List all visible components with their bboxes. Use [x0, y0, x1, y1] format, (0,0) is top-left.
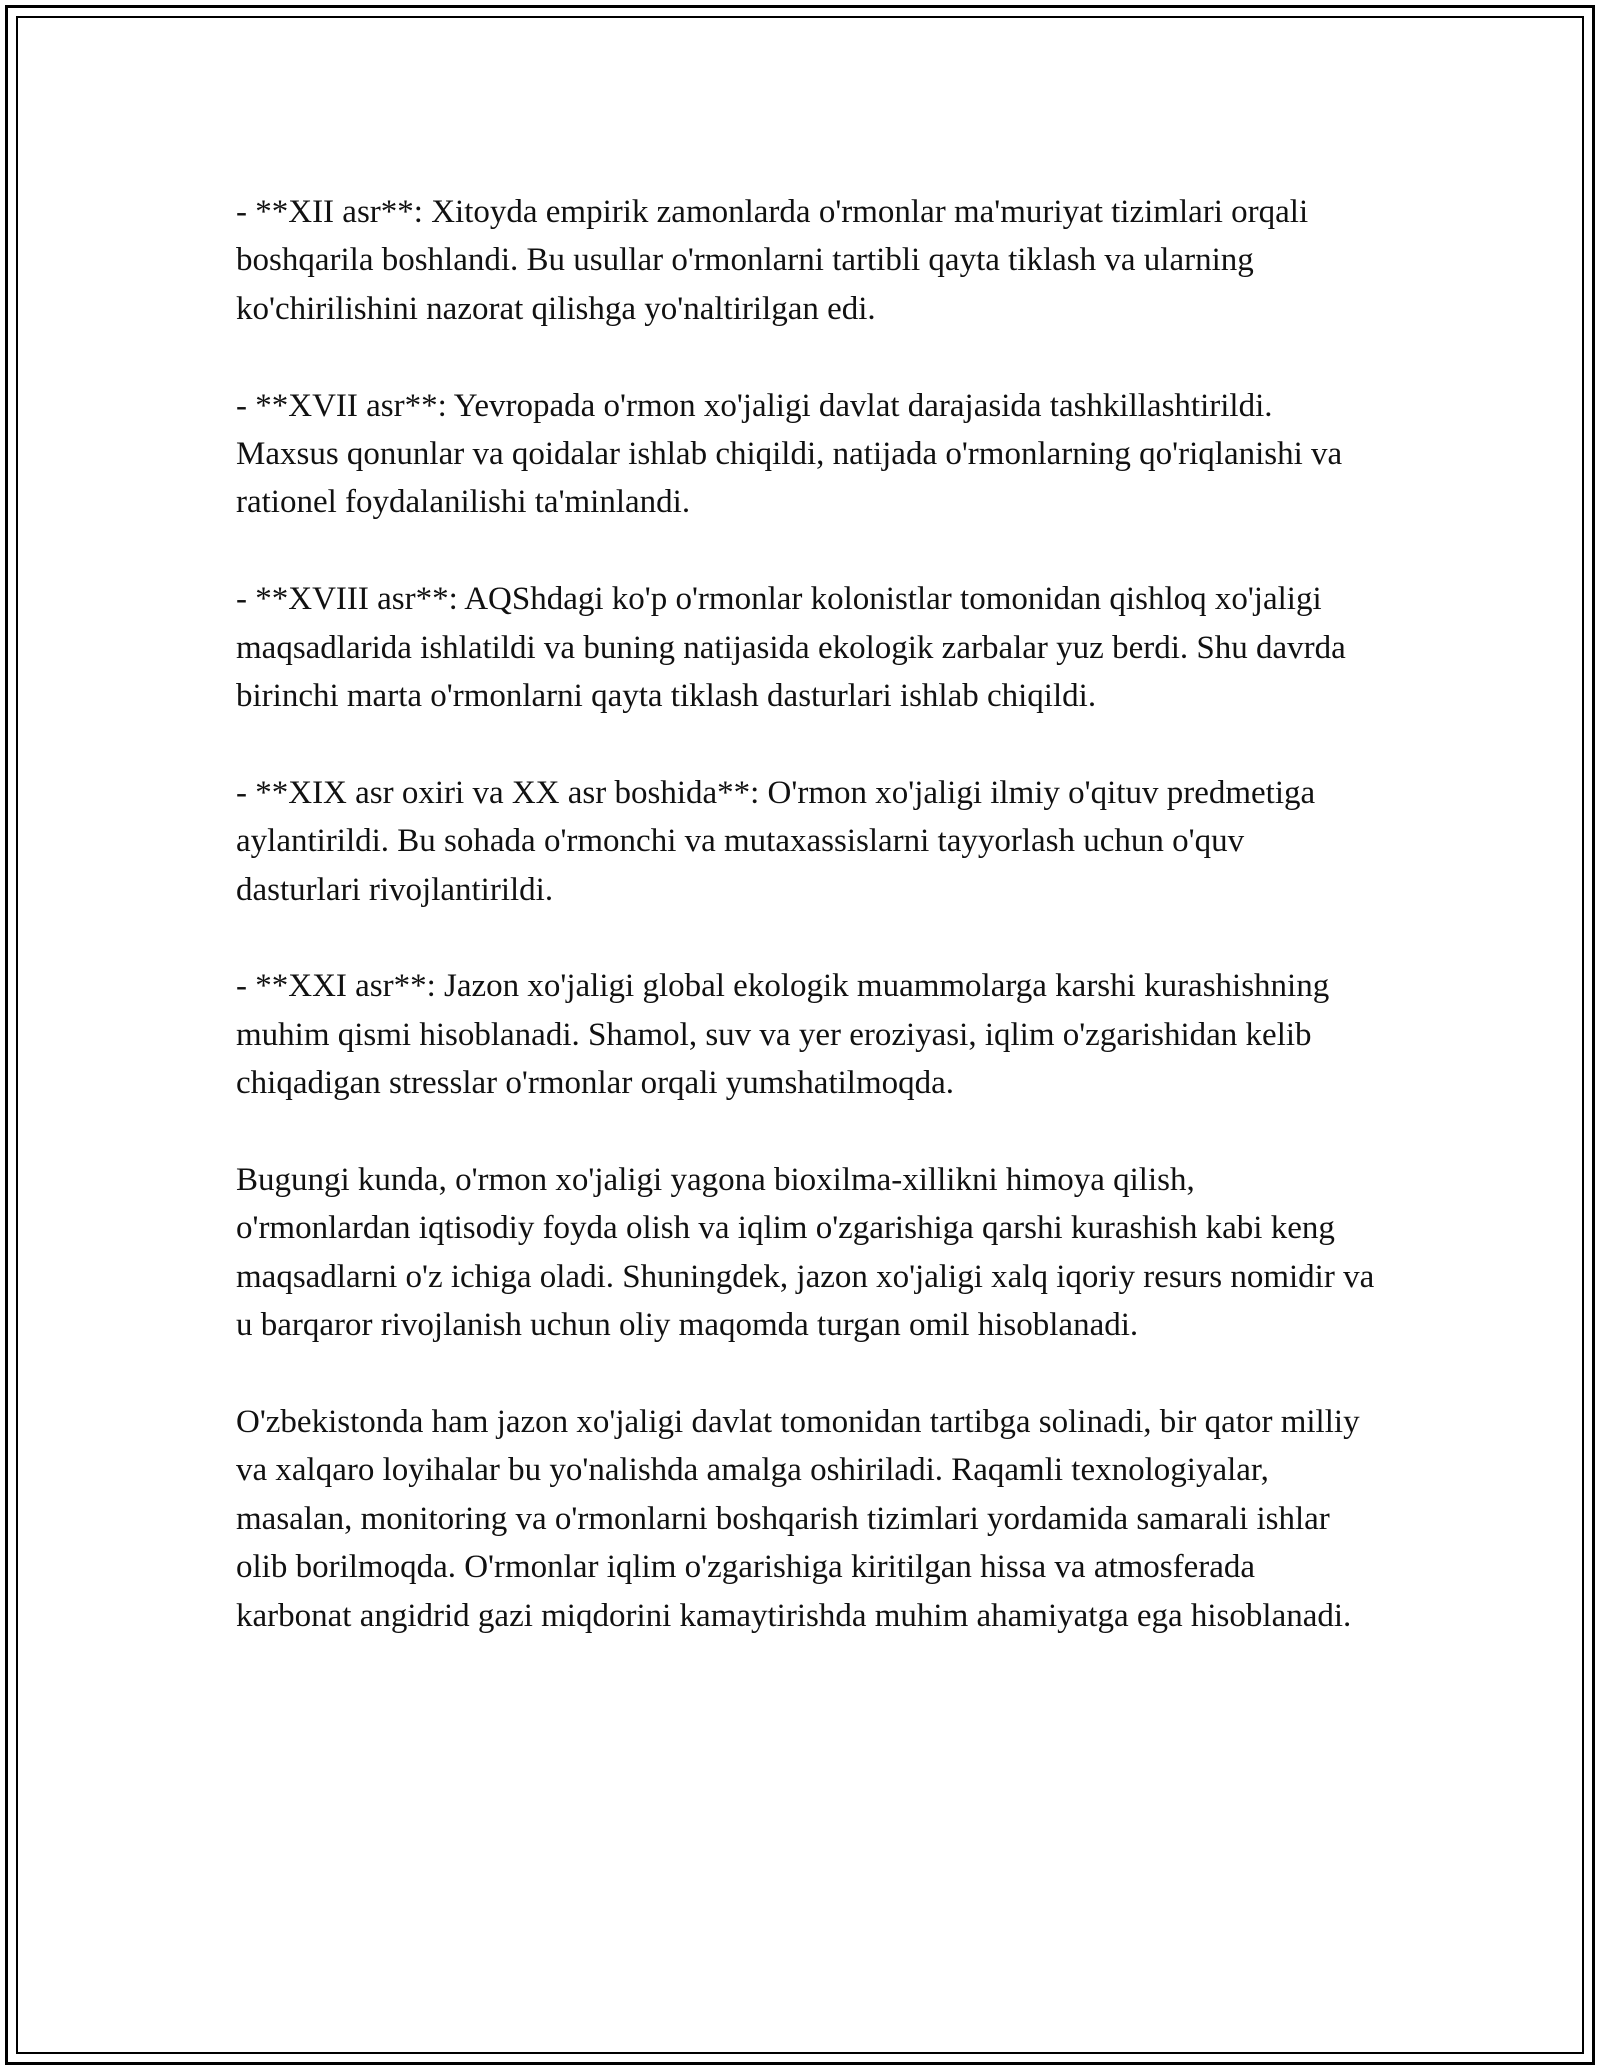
document-body: [236, 188, 1376, 1640]
paragraph-uzbekistan: O'zbekistonda ham jazon xo'jaligi davlat tomonidan tartibga solinadi, bir qator milliy va xalqaro loyihalar bu yo'nalishda amalga oshiriladi. Raqamli texnologiyalar, masalan, monitoring va o'rmonlarni boshqarish tizimlari yordamida samarali ishlar olib borilmoqda. O'rmonlar iqlim o'zgarishiga kiritilgan hissa va atmosferada karbonat angidrid gazi miqdorini kamaytirishda muhim ahamiyatga ega hisoblanadi.: [236, 1404, 1360, 1634]
paragraph-xii-century: - **XII asr**: Xitoyda empirik zamonlarda o'rmonlar ma'muriyat tizimlari orqali boshqarila boshlandi. Bu usullar o'rmonlarni tartibli qayta tiklash va ularning ko'chirilishini nazorat qilishga yo'naltirilgan edi.: [236, 194, 1309, 327]
paragraph-xxi-century: - **XXI asr**: Jazon xo'jaligi global ekologik muammolarga karshi kurashishning muhim qismi hisoblanadi. Shamol, suv va yer eroziyasi, iqlim o'zgarishidan kelib chiqadigan stresslar o'rmonlar orqali yumshatilmoqda.: [236, 968, 1330, 1102]
paragraph-xvii-century: - **XVII asr**: Yevropada o'rmon xo'jaligi davlat darajasida tashkillashtirildi. Maxsus qonunlar va qoidalar ishlab chiqildi, natijada o'rmonlarning qo'riqlanishi va rationel foydalanilishi ta'minlandi.: [236, 387, 1343, 521]
paragraph-xviii-century: - **XVIII asr**: AQShdagi ko'p o'rmonlar kolonistlar tomonidan qishloq xo'jaligi maqsadlarida ishlatildi va buning natijasida ekologik zarbalar yuz berdi. Shu davrda birinchi marta o'rmonlarni qayta tiklash dasturlari ishlab chiqildi.: [236, 581, 1346, 715]
paragraph-today: Bugungi kunda, o'rmon xo'jaligi yagona bioxilma-xillikni himoya qilish, o'rmonlardan iqtisodiy foyda olish va iqlim o'zgarishiga qarshi kurashish kabi keng maqsadlarni o'z ichiga oladi. Shuningdek, jazon xo'jaligi xalq iqoriy resurs nomidir va u barqaror rivojlanish uchun oliy maqomda turgan omil hisoblanadi.: [236, 1162, 1375, 1344]
paragraph-xix-xx-century: - **XIX asr oxiri va XX asr boshida**: O'rmon xo'jaligi ilmiy o'qituv predmetiga aylantirildi. Bu sohada o'rmonchi va mutaxassislarni tayyorlash uchun o'quv dasturlari rivojlantirildi.: [236, 774, 1316, 908]
